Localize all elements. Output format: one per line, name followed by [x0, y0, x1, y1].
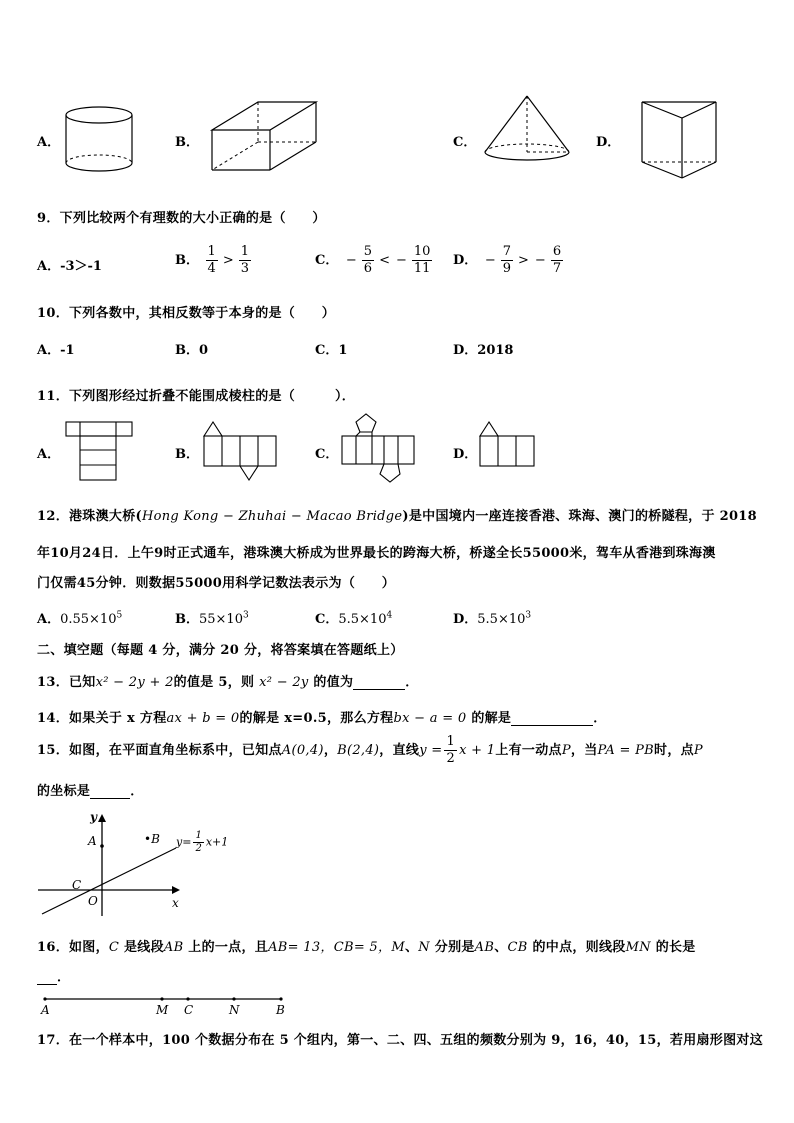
q16-end: ． [57, 970, 71, 985]
q13-answer-blank[interactable] [353, 675, 405, 690]
q12-option-d-label: D． [453, 612, 478, 627]
q15-text-b: ，直线 [379, 743, 420, 758]
q15-line-2 [37, 780, 144, 799]
q9-d-minus-2: − [534, 253, 546, 268]
q8-option-b-label: B． [175, 135, 199, 150]
q10-option-a: A．-1 [37, 343, 75, 358]
q8-option-c-label: C． [453, 135, 477, 150]
q15-text-a: 15．如图，在平面直角坐标系中，已知点 [37, 743, 282, 758]
q9-option-c-label: C． [315, 253, 339, 268]
net-figure-b [202, 420, 282, 482]
q15-text-line2: 的坐标是 [37, 784, 91, 799]
q10-stem: 10．下列各数中，其相反数等于本身的是（ ） [37, 306, 335, 321]
q14-end: ． [593, 711, 607, 726]
q14-answer-blank[interactable] [511, 711, 593, 726]
q9-d-fraction-2: $\frac{6}{7}$ [552, 244, 562, 276]
q15-line-fraction: $\frac{1}{2}$ [446, 734, 456, 766]
q12-option-d [453, 608, 531, 627]
q9-c-operator: < [379, 253, 390, 268]
q15-point-p: P [561, 743, 571, 758]
q12-option-a-label: A． [37, 612, 61, 627]
q14-line [37, 707, 607, 726]
q16-segment-ab-2: AB [268, 940, 288, 955]
q15-end: ． [130, 784, 144, 799]
q15-point-a-label: A [88, 834, 97, 848]
q13-line [37, 671, 419, 690]
q16-segment-cb-2: CB [507, 940, 528, 955]
q12-line-1 [37, 505, 757, 524]
net-figure-d [478, 420, 540, 470]
q15-text-e: 时，点 [654, 743, 694, 758]
q12-text-1a: 12．港珠澳大桥( [37, 509, 142, 524]
q16-line-2 [37, 966, 70, 985]
q10-option-d: D．2018 [453, 343, 514, 358]
q9-stem: 9．下列比较两个有理数的大小正确的是（ ） [37, 211, 326, 226]
q16-label-n: N [229, 1003, 240, 1017]
q9-option-b [175, 244, 253, 277]
q9-option-a-label: A． [37, 259, 61, 274]
q16-text-c: 上的一点，且 [188, 940, 269, 955]
triangular-prism-figure [638, 100, 720, 182]
q16-text-e: 的中点，则线段 [532, 940, 626, 955]
q16-point-c: C [108, 940, 120, 955]
q9-option-a [37, 255, 102, 274]
q16-text-b: 是线段 [123, 940, 164, 955]
q12-line-3: 门仅需45分钟．则数据55000用科学记数法表示为（ ） [37, 576, 396, 591]
q16-point-n: N [418, 940, 430, 955]
q9-option-d-label: D． [453, 253, 478, 268]
q14-text-b: 的解是 x=0.5，那么方程 [239, 711, 394, 726]
q12-option-c [315, 608, 392, 627]
q12-option-b [175, 608, 249, 627]
q15-line-y-equals: y = [419, 743, 443, 758]
q16-sep-2: 、 [494, 940, 508, 955]
q12-line-2: 年10月24日．上午9时正式通车，港珠澳大桥成为世界最长的跨海大桥，桥遂全长55000米，驾车从香港到珠海澳 [37, 546, 716, 561]
q9-b-fraction-2: $\frac{1}{3}$ [240, 244, 249, 276]
q12-option-a-value: $0.55\times 10^5$ [60, 610, 123, 627]
q10-option-c: C．1 [315, 343, 348, 358]
q14-equation-2: bx − a = 0 [393, 711, 467, 726]
q11-stem: 11．下列图形经过折叠不能围成棱柱的是（ ）． [37, 389, 356, 404]
q15-point-a: A(0,4) [281, 743, 324, 758]
q15-point-b-label: •B [144, 832, 160, 846]
q15-answer-blank[interactable] [90, 784, 130, 799]
q9-c-fraction-1: $\frac{5}{6}$ [363, 244, 373, 276]
q15-line-label-y: y= [176, 835, 192, 849]
q16-text-d: 分别是 [434, 940, 475, 955]
q12-text-1b: )是中国境内一座连接香港、珠海、澳门的桥隧程，于 2018 [402, 509, 757, 524]
q9-option-c [315, 244, 434, 277]
q9-d-operator: > [518, 253, 529, 268]
q13-text-c: 的值为 [313, 675, 354, 690]
q16-segment-ab-3: AB [474, 940, 495, 955]
q16-line-1 [37, 936, 696, 955]
q13-end: ． [405, 675, 419, 690]
q15-point-p-2: P [693, 743, 703, 758]
q15-coordinate-figure [36, 808, 246, 920]
q15-text-c: 上有一动点 [495, 743, 562, 758]
q15-line-label [176, 830, 228, 855]
net-figure-c [340, 410, 420, 488]
q16-ab-value: = 13， [287, 940, 334, 955]
q13-expression-1: x² − 2y + 2 [95, 675, 174, 690]
q15-x-axis-label: x [172, 896, 179, 910]
q9-d-minus-1: − [484, 253, 496, 268]
q13-text-a: 13．已知 [37, 675, 96, 690]
q9-option-a-text: -3＞-1 [60, 259, 102, 274]
cone-figure [482, 94, 578, 168]
q16-segment-mn: MN [625, 940, 651, 955]
q15-origin-label: O [88, 894, 98, 908]
q12-option-b-value: $55\times 10^3$ [199, 610, 249, 627]
q16-label-b: B [276, 1003, 285, 1017]
q15-condition: PA = PB [597, 743, 655, 758]
q16-label-a: A [41, 1003, 50, 1017]
q16-text-a: 16．如图， [37, 940, 109, 955]
q13-expression-2: x² − 2y [259, 675, 309, 690]
q17-line-1: 17．在一个样本中，100 个数据分布在 5 个组内，第一、二、四、五组的频数分别为 9，16，40，15，若用扇形图对这 [37, 1033, 763, 1048]
q8-option-d-label: D． [596, 135, 621, 150]
q10-option-b: B．0 [175, 343, 209, 358]
q16-text-f: 的长是 [655, 940, 696, 955]
q16-segment-figure [36, 994, 296, 1020]
q9-option-d [453, 244, 565, 277]
q12-option-c-label: C． [315, 612, 339, 627]
q12-option-c-value: $5.5\times 10^4$ [338, 610, 393, 627]
q12-option-b-label: B． [175, 612, 199, 627]
q11-option-c-label: C． [315, 447, 339, 462]
q15-y-axis-label: y [90, 810, 97, 824]
net-figure-a [64, 420, 136, 482]
q16-segment-ab: AB [163, 940, 184, 955]
q15-line-label-tail: x+1 [205, 835, 229, 849]
q15-line-label-fraction: $\frac{1}{2}$ [195, 830, 202, 854]
q11-option-d-label: D． [453, 447, 478, 462]
q12-bridge-name: Hong Kong − Zhuhai − Macao Bridge [141, 509, 403, 524]
q16-label-m: M [156, 1003, 169, 1017]
q16-answer-blank[interactable] [37, 970, 57, 985]
cylinder-figure [64, 105, 144, 177]
q11-option-a-label: A． [37, 447, 61, 462]
q15-text-d: ，当 [570, 743, 598, 758]
q12-option-d-value: $5.5\times 10^3$ [477, 610, 532, 627]
q15-line-1 [37, 734, 703, 767]
q12-option-a [37, 608, 122, 627]
q16-cb-value: = 5， [353, 940, 392, 955]
q9-c-fraction-2: $\frac{10}{11}$ [413, 244, 431, 276]
q8-option-a-label: A． [37, 135, 61, 150]
section-2-heading: 二、填空题（每题 4 分，满分 20 分，将答案填在答题纸上） [37, 643, 404, 658]
q14-text-c: 的解是 [471, 711, 512, 726]
q16-point-m: M [391, 940, 405, 955]
q11-option-b-label: B． [175, 447, 199, 462]
q9-b-fraction-1: $\frac{1}{4}$ [207, 244, 216, 276]
q14-text-a: 14．如果关于 x 方程 [37, 711, 167, 726]
q15-separator: ， [323, 743, 338, 758]
q9-c-minus-1: − [345, 253, 357, 268]
q9-b-operator: > [222, 253, 234, 268]
q15-point-c-label: C [72, 878, 82, 892]
q15-line-x-term: x + 1 [459, 743, 496, 758]
q16-sep: 、 [404, 940, 419, 955]
q13-text-b: 的值是 5，则 [173, 675, 255, 690]
q9-d-fraction-1: $\frac{7}{9}$ [502, 244, 511, 276]
q16-label-c: C [184, 1003, 194, 1017]
cuboid-figure [210, 100, 320, 170]
q9-option-b-label: B． [175, 253, 199, 268]
q16-segment-cb: CB [333, 940, 354, 955]
q14-equation-1: ax + b = 0 [166, 711, 240, 726]
q9-c-minus-2: − [395, 253, 407, 268]
q15-point-b: B(2,4) [337, 743, 380, 758]
q15-figure-graphics [36, 808, 246, 920]
